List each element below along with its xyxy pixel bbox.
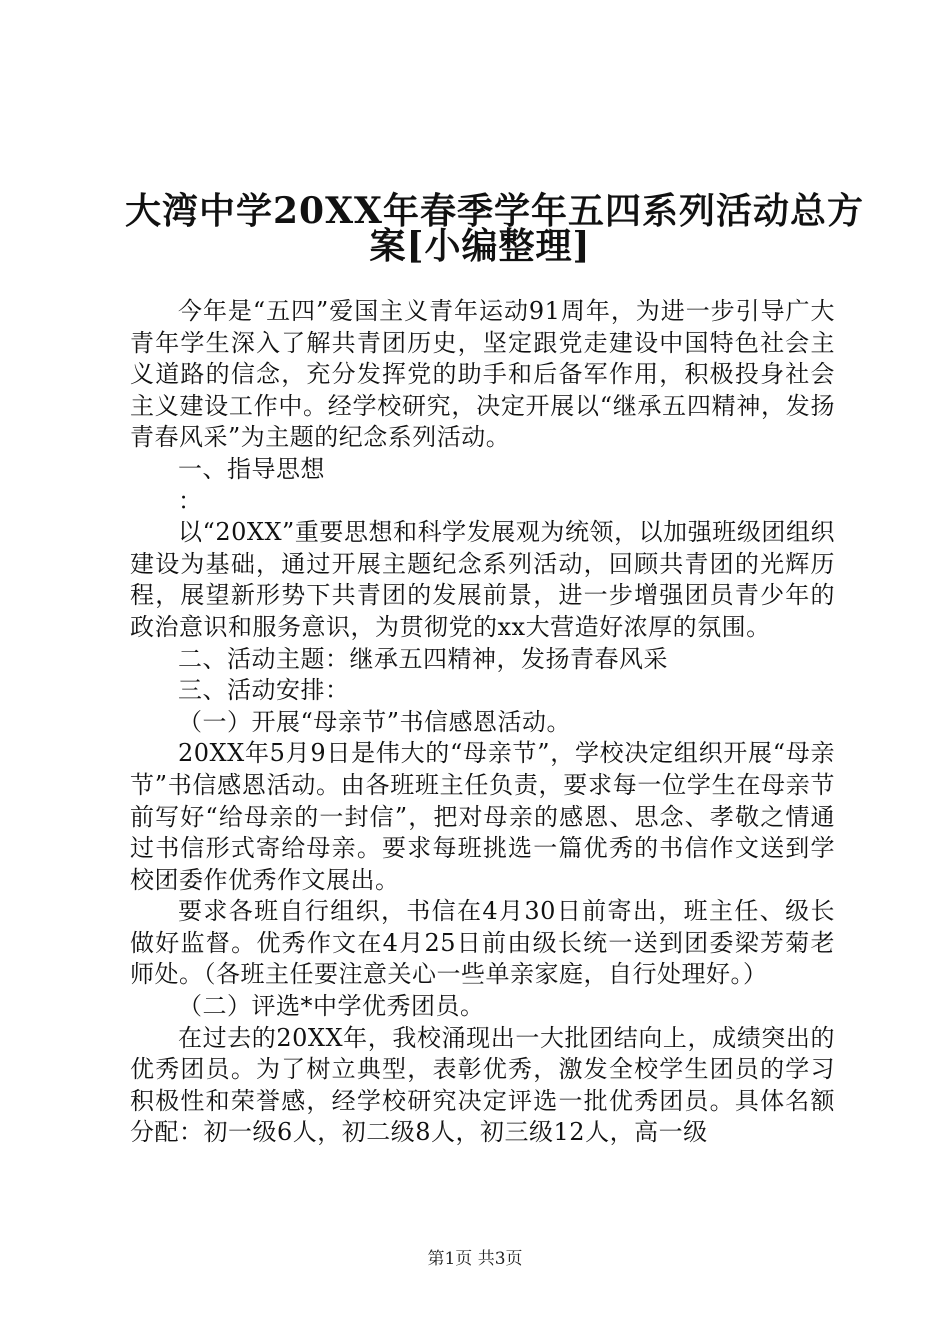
section-heading-activity-arrangement: 三、活动安排： — [178, 676, 350, 705]
document-title-line-2: 案[小编整理] — [369, 225, 591, 267]
colon-line: ： — [178, 486, 203, 515]
document-title-line-1: 大湾中学20XX年春季学年五四系列活动总方 — [125, 190, 864, 232]
excellent-members-paragraph: 在过去的20XX年，我校涌现出一大批团结向上，成绩突出的优秀团员。为了树立典型，表彰优秀，激发全校学生团员的学习积极性和荣誉感，经学校研究决定评选一批优秀团员。具体名额分配：初一级6人，初二级8人，初三级12人，高一级 — [130, 1023, 835, 1147]
guiding-thought-paragraph: 以“20XX”重要思想和科学发展观为统领，以加强班级团组织建设为基础，通过开展主题纪念系列活动，回顾共青团的光辉历程，展望新形势下共青团的发展前景，进一步增强团员青少年的政治意识和服务意识，为贯彻党的xx大营造好浓厚的氛围。 — [130, 518, 835, 641]
mothers-day-paragraph: 20XX年5月9日是伟大的“母亲节”，学校决定组织开展“母亲节”书信感恩活动。由各班班主任负责，要求每一位学生在母亲节前写好“给母亲的一封信”，把对母亲的感恩、思念、孝敬之情通过书信形式寄给母亲。要求每班挑选一篇优秀的书信作文送到学校团委作优秀作文展出。 — [130, 739, 835, 894]
section-heading-guiding-thought: 一、指导思想 — [178, 454, 325, 483]
letter-requirements-paragraph: 要求各班自行组织，书信在4月30日前寄出，班主任、级长做好监督。优秀作文在4月25日前由级长统一送到团委梁芳菊老师处。（各班主任要注意关心一些单亲家庭，自行处理好。） — [130, 897, 835, 989]
section-heading-activity-theme: 二、活动主题：继承五四精神，发扬青春风采 — [178, 644, 668, 673]
page-number-footer: 第1页 共3页 — [427, 1249, 523, 1269]
document-body — [130, 296, 835, 1149]
subsection-heading-mothers-day: （一）开展“母亲节”书信感恩活动。 — [178, 707, 572, 736]
intro-paragraph: 今年是“五四”爱国主义青年运动91周年，为进一步引导广大青年学生深入了解共青团历史，坚定跟党走建设中国特色社会主义道路的信念，充分发挥党的助手和后备军作用，积极投身社会主义建设工作中。经学校研究，决定开展以“继承五四精神，发扬青春风采”为主题的纪念系列活动。 — [130, 297, 835, 452]
subsection-heading-excellent-members: （二）评选*中学优秀团员。 — [178, 992, 485, 1021]
